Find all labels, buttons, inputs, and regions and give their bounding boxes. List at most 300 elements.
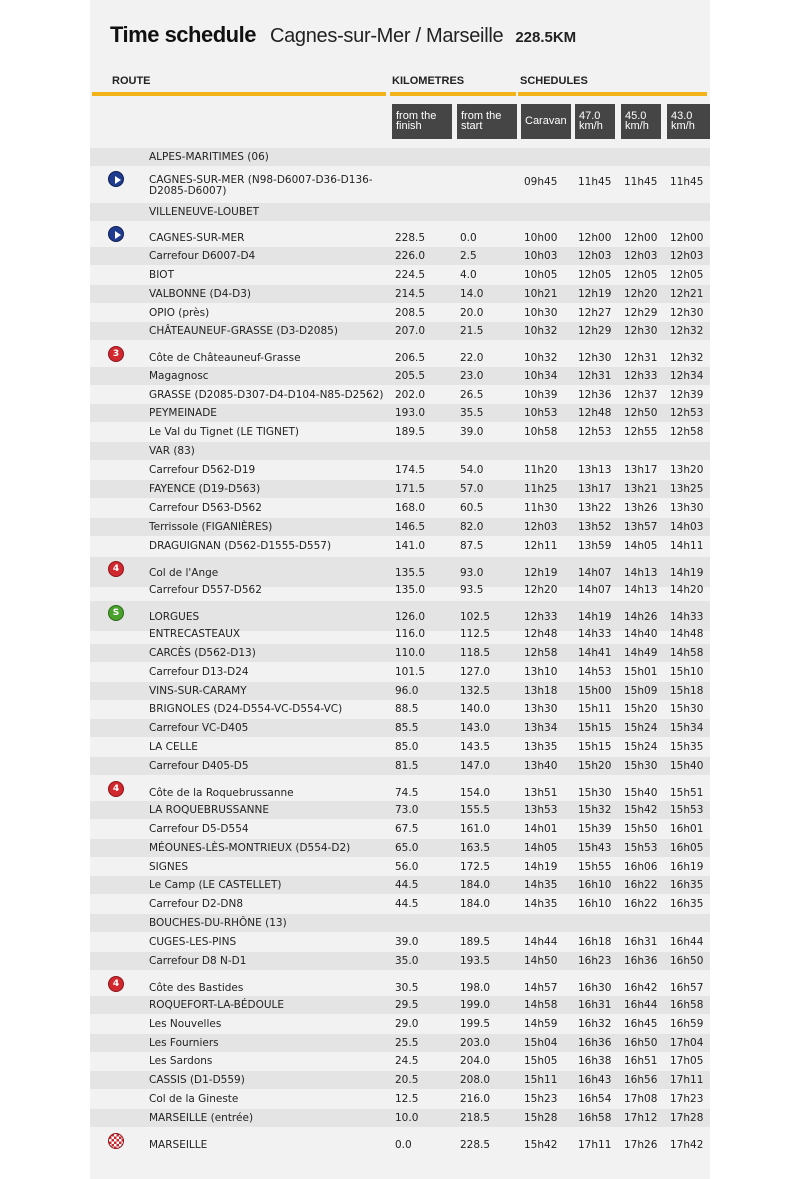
row-km-from-start: 203.0	[460, 1037, 491, 1049]
row-time-43: 16h57	[670, 982, 704, 994]
row-time-47: 13h52	[578, 521, 612, 533]
row-time-43: 14h58	[670, 647, 704, 659]
row-caravan-time: 13h35	[524, 741, 558, 753]
row-time-47: 16h54	[578, 1093, 612, 1105]
row-time-47: 15h39	[578, 823, 612, 835]
row-time-45: 12h00	[624, 232, 658, 244]
row-caravan-time: 10h39	[524, 389, 558, 401]
table-row	[90, 876, 710, 894]
row-place-name: VALBONNE (D4-D3)	[149, 288, 252, 300]
row-caravan-time: 10h30	[524, 307, 558, 319]
row-place-name: Carrefour D562-D19	[149, 464, 256, 476]
row-caravan-time: 15h04	[524, 1037, 558, 1049]
route-name: Cagnes-sur-Mer / Marseille	[269, 25, 504, 47]
finish-icon	[108, 1133, 124, 1149]
row-time-45: 15h24	[624, 722, 658, 734]
row-time-47: 14h53	[578, 666, 612, 678]
row-km-from-start: 184.0	[460, 898, 491, 910]
row-time-47: 11h45	[578, 176, 612, 188]
table-row	[90, 1109, 710, 1127]
row-km-from-start: 189.5	[460, 936, 491, 948]
row-time-45: 16h50	[624, 1037, 658, 1049]
row-place-name: Carrefour D557-D562	[149, 584, 262, 596]
row-km-from-start: 154.0	[460, 787, 491, 799]
row-km-from-finish: 214.5	[395, 288, 426, 300]
row-time-47: 12h03	[578, 250, 612, 262]
row-place-name: CARCÈS (D562-D13)	[149, 647, 256, 659]
table-row	[90, 625, 710, 643]
row-time-43: 16h35	[670, 879, 704, 891]
row-time-47: 14h07	[578, 584, 612, 596]
row-caravan-time: 15h11	[524, 1074, 558, 1086]
row-km-from-finish: 20.5	[395, 1074, 419, 1086]
row-place-name: Côte de Châteauneuf-Grasse	[149, 352, 301, 364]
row-time-45: 15h50	[624, 823, 658, 835]
table-row	[90, 247, 710, 265]
row-caravan-time: 12h33	[524, 611, 558, 623]
row-time-45: 13h57	[624, 521, 658, 533]
row-caravan-time: 14h50	[524, 955, 558, 967]
row-caravan-time: 11h20	[524, 464, 558, 476]
row-time-47: 16h32	[578, 1018, 612, 1030]
row-km-from-finish: 96.0	[395, 685, 419, 697]
title-bar	[110, 22, 576, 52]
row-time-43: 15h10	[670, 666, 704, 678]
row-km-from-finish: 135.5	[395, 567, 426, 579]
row-time-43: 14h03	[670, 521, 704, 533]
row-km-from-start: 93.0	[460, 567, 484, 579]
table-row	[90, 757, 710, 775]
row-time-47: 15h43	[578, 842, 612, 854]
table-row	[90, 203, 710, 221]
row-place-name: GRASSE (D2085-D307-D4-D104-N85-D2562)	[149, 389, 384, 401]
row-time-45: 15h24	[624, 741, 658, 753]
row-caravan-time: 12h58	[524, 647, 558, 659]
from-start-header: from the start	[457, 104, 517, 139]
row-time-47: 14h33	[578, 628, 612, 640]
row-caravan-time: 13h30	[524, 703, 558, 715]
row-km-from-start: 172.5	[460, 861, 491, 873]
row-time-45: 14h49	[624, 647, 658, 659]
row-km-from-start: 127.0	[460, 666, 491, 678]
table-row	[90, 895, 710, 913]
row-km-from-finish: 67.5	[395, 823, 419, 835]
row-km-from-finish: 29.0	[395, 1018, 419, 1030]
table-row	[90, 537, 710, 555]
row-km-from-start: 102.5	[460, 611, 491, 623]
row-place-name: MÉOUNES-LÈS-MONTRIEUX (D554-D2)	[149, 842, 351, 854]
row-place-name: DRAGUIGNAN (D562-D1555-D557)	[149, 540, 332, 552]
row-caravan-time: 12h03	[524, 521, 558, 533]
row-time-45: 12h37	[624, 389, 658, 401]
row-km-from-finish: 81.5	[395, 760, 419, 772]
row-caravan-time: 13h40	[524, 760, 558, 772]
row-km-from-finish: 205.5	[395, 370, 426, 382]
row-time-47: 12h05	[578, 269, 612, 281]
row-time-47: 12h31	[578, 370, 612, 382]
row-time-45: 12h03	[624, 250, 658, 262]
row-km-from-start: 14.0	[460, 288, 484, 300]
table-row	[90, 304, 710, 322]
climb-icon: 4	[108, 976, 124, 992]
row-caravan-time: 14h58	[524, 999, 558, 1011]
table-row	[90, 663, 710, 681]
row-km-from-start: 93.5	[460, 584, 484, 596]
row-km-from-start: 163.5	[460, 842, 491, 854]
row-time-47: 15h32	[578, 804, 612, 816]
row-km-from-start: 118.5	[460, 647, 491, 659]
row-caravan-time: 13h51	[524, 787, 558, 799]
row-place-name: Carrefour D563-D562	[149, 502, 262, 514]
speed-47-header: 47.0 km/h	[575, 104, 615, 139]
schedule-page	[90, 0, 710, 1179]
row-km-from-finish: 85.5	[395, 722, 419, 734]
row-time-45: 16h45	[624, 1018, 658, 1030]
row-time-43: 15h34	[670, 722, 704, 734]
table-row	[90, 1052, 710, 1070]
table-row	[90, 1071, 710, 1089]
row-time-47: 13h59	[578, 540, 612, 552]
row-time-45: 15h09	[624, 685, 658, 697]
row-place-name: Carrefour VC-D405	[149, 722, 249, 734]
row-km-from-finish: 189.5	[395, 426, 426, 438]
row-km-from-start: 35.5	[460, 407, 484, 419]
row-place-name: Terrissole (FIGANIÈRES)	[149, 521, 273, 533]
row-time-43: 12h30	[670, 307, 704, 319]
row-place-name: Col de la Gineste	[149, 1093, 239, 1105]
row-time-43: 16h19	[670, 861, 704, 873]
row-place-name: Carrefour D6007-D4	[149, 250, 256, 262]
row-time-43: 17h23	[670, 1093, 704, 1105]
row-km-from-start: 22.0	[460, 352, 484, 364]
row-km-from-start: 228.5	[460, 1139, 491, 1151]
row-caravan-time: 12h19	[524, 567, 558, 579]
row-time-45: 16h44	[624, 999, 658, 1011]
row-km-from-finish: 44.5	[395, 879, 419, 891]
page-title: Time schedule	[110, 22, 256, 47]
row-time-45: 16h36	[624, 955, 658, 967]
row-km-from-start: 87.5	[460, 540, 484, 552]
row-time-43: 12h34	[670, 370, 704, 382]
row-caravan-time: 13h34	[524, 722, 558, 734]
row-time-43: 17h05	[670, 1055, 704, 1067]
row-km-from-finish: 171.5	[395, 483, 426, 495]
route-column-heading: ROUTE	[112, 75, 151, 87]
row-km-from-finish: 30.5	[395, 982, 419, 994]
climb-icon: 4	[108, 561, 124, 577]
table-row	[90, 480, 710, 498]
row-time-47: 14h19	[578, 611, 612, 623]
row-km-from-start: 2.5	[460, 250, 477, 262]
row-time-45: 14h26	[624, 611, 658, 623]
row-time-47: 13h13	[578, 464, 612, 476]
row-caravan-time: 09h45	[524, 176, 558, 188]
row-place-name: VILLENEUVE-LOUBET	[149, 206, 260, 218]
row-place-name: Le Val du Tignet (LE TIGNET)	[149, 426, 299, 438]
row-time-45: 15h42	[624, 804, 658, 816]
row-caravan-time: 13h10	[524, 666, 558, 678]
row-caravan-time: 10h05	[524, 269, 558, 281]
row-km-from-finish: 168.0	[395, 502, 426, 514]
row-caravan-time: 11h30	[524, 502, 558, 514]
row-km-from-finish: 24.5	[395, 1055, 419, 1067]
row-place-name: VAR (83)	[149, 445, 195, 457]
row-time-45: 17h26	[624, 1139, 658, 1151]
row-km-from-start: 26.5	[460, 389, 484, 401]
start-icon	[108, 171, 124, 187]
row-caravan-time: 13h53	[524, 804, 558, 816]
table-row	[90, 996, 710, 1014]
row-km-from-finish: 0.0	[395, 1139, 412, 1151]
table-row	[90, 148, 710, 166]
row-time-47: 14h07	[578, 567, 612, 579]
row-km-from-start: 199.5	[460, 1018, 491, 1030]
row-km-from-start: 60.5	[460, 502, 484, 514]
row-time-45: 12h31	[624, 352, 658, 364]
row-caravan-time: 14h19	[524, 861, 558, 873]
table-row	[90, 682, 710, 700]
row-time-47: 15h11	[578, 703, 612, 715]
row-place-name: BRIGNOLES (D24-D554-VC-D554-VC)	[149, 703, 343, 715]
schedules-header-rule	[518, 92, 707, 96]
table-row	[90, 1129, 710, 1159]
row-km-from-finish: 141.0	[395, 540, 426, 552]
row-time-43: 16h59	[670, 1018, 704, 1030]
row-caravan-time: 12h48	[524, 628, 558, 640]
row-km-from-start: 57.0	[460, 483, 484, 495]
row-place-name: SIGNES	[149, 861, 189, 873]
row-time-43: 16h50	[670, 955, 704, 967]
climb-icon: 4	[108, 781, 124, 797]
row-km-from-start: 147.0	[460, 760, 491, 772]
row-place-name: MARSEILLE	[149, 1139, 208, 1151]
row-place-name: FAYENCE (D19-D563)	[149, 483, 261, 495]
row-time-47: 12h30	[578, 352, 612, 364]
row-time-43: 12h21	[670, 288, 704, 300]
row-time-47: 15h30	[578, 787, 612, 799]
table-row	[90, 858, 710, 876]
row-place-name: Les Sardons	[149, 1055, 213, 1067]
row-km-from-finish: 135.0	[395, 584, 426, 596]
row-time-43: 15h51	[670, 787, 704, 799]
row-time-43: 13h25	[670, 483, 704, 495]
row-km-from-start: 23.0	[460, 370, 484, 382]
row-time-45: 14h05	[624, 540, 658, 552]
row-km-from-finish: 56.0	[395, 861, 419, 873]
row-time-43: 12h03	[670, 250, 704, 262]
row-time-45: 16h22	[624, 879, 658, 891]
row-km-from-start: 0.0	[460, 232, 477, 244]
row-time-47: 16h23	[578, 955, 612, 967]
row-caravan-time: 11h25	[524, 483, 558, 495]
row-time-43: 12h53	[670, 407, 704, 419]
row-time-43: 16h58	[670, 999, 704, 1011]
row-place-name: ALPES-MARITIMES (06)	[149, 151, 269, 163]
row-km-from-start: 20.0	[460, 307, 484, 319]
row-km-from-start: 140.0	[460, 703, 491, 715]
row-time-47: 12h29	[578, 325, 612, 337]
climb-icon: 3	[108, 346, 124, 362]
row-time-45: 16h42	[624, 982, 658, 994]
row-caravan-time: 15h42	[524, 1139, 558, 1151]
row-time-43: 15h35	[670, 741, 704, 753]
row-km-from-start: 184.0	[460, 879, 491, 891]
table-row	[90, 461, 710, 479]
row-caravan-time: 12h11	[524, 540, 558, 552]
row-time-45: 13h26	[624, 502, 658, 514]
row-km-from-finish: 74.5	[395, 787, 419, 799]
row-time-47: 15h55	[578, 861, 612, 873]
row-time-45: 16h22	[624, 898, 658, 910]
row-place-name: CAGNES-SUR-MER	[149, 232, 245, 244]
row-time-45: 12h30	[624, 325, 658, 337]
row-caravan-time: 10h21	[524, 288, 558, 300]
row-time-45: 12h20	[624, 288, 658, 300]
row-caravan-time: 15h05	[524, 1055, 558, 1067]
row-km-from-finish: 88.5	[395, 703, 419, 715]
row-time-45: 15h30	[624, 760, 658, 772]
row-caravan-time: 13h18	[524, 685, 558, 697]
table-row	[90, 423, 710, 441]
row-time-45: 12h29	[624, 307, 658, 319]
row-km-from-finish: 116.0	[395, 628, 426, 640]
row-km-from-finish: 207.0	[395, 325, 426, 337]
row-time-43: 13h30	[670, 502, 704, 514]
kilometres-column-heading: KILOMETRES	[392, 75, 465, 87]
row-place-name: Carrefour D405-D5	[149, 760, 249, 772]
row-place-name: ENTRECASTEAUX	[149, 628, 241, 640]
table-row	[90, 266, 710, 284]
row-time-43: 14h20	[670, 584, 704, 596]
row-place-name: Les Fourniers	[149, 1037, 219, 1049]
row-time-43: 12h00	[670, 232, 704, 244]
row-km-from-start: 193.5	[460, 955, 491, 967]
row-caravan-time: 15h23	[524, 1093, 558, 1105]
row-time-47: 16h31	[578, 999, 612, 1011]
table-row	[90, 820, 710, 838]
row-km-from-finish: 206.5	[395, 352, 426, 364]
row-time-47: 16h10	[578, 898, 612, 910]
row-km-from-start: 112.5	[460, 628, 491, 640]
table-row	[90, 839, 710, 857]
row-km-from-finish: 193.0	[395, 407, 426, 419]
row-time-43: 12h58	[670, 426, 704, 438]
row-time-45: 15h01	[624, 666, 658, 678]
table-row	[90, 644, 710, 662]
row-caravan-time: 12h20	[524, 584, 558, 596]
row-time-45: 16h51	[624, 1055, 658, 1067]
row-time-47: 16h38	[578, 1055, 612, 1067]
row-time-47: 15h20	[578, 760, 612, 772]
row-km-from-start: 198.0	[460, 982, 491, 994]
row-place-name: Les Nouvelles	[149, 1018, 222, 1030]
row-km-from-start: 155.5	[460, 804, 491, 816]
row-time-45: 16h56	[624, 1074, 658, 1086]
row-time-43: 12h39	[670, 389, 704, 401]
row-caravan-time: 14h35	[524, 898, 558, 910]
row-km-from-finish: 29.5	[395, 999, 419, 1011]
row-caravan-time: 10h58	[524, 426, 558, 438]
row-km-from-finish: 228.5	[395, 232, 426, 244]
row-km-from-start: 143.5	[460, 741, 491, 753]
row-time-47: 16h30	[578, 982, 612, 994]
row-km-from-finish: 12.5	[395, 1093, 419, 1105]
row-km-from-finish: 146.5	[395, 521, 426, 533]
row-time-47: 16h10	[578, 879, 612, 891]
table-row	[90, 499, 710, 517]
row-place-name: Le Camp (LE CASTELLET)	[149, 879, 282, 891]
table-row	[90, 801, 710, 819]
row-km-from-finish: 73.0	[395, 804, 419, 816]
row-time-47: 13h22	[578, 502, 612, 514]
row-time-45: 14h13	[624, 567, 658, 579]
row-km-from-finish: 110.0	[395, 647, 426, 659]
row-time-45: 12h55	[624, 426, 658, 438]
row-time-45: 15h20	[624, 703, 658, 715]
row-place-name: CAGNES-SUR-MER (N98-D6007-D36-D136-D2085-D6007)	[149, 174, 373, 197]
row-km-from-start: 161.0	[460, 823, 491, 835]
row-place-name: LA CELLE	[149, 741, 198, 753]
row-km-from-finish: 35.0	[395, 955, 419, 967]
row-time-43: 12h05	[670, 269, 704, 281]
row-time-45: 11h45	[624, 176, 658, 188]
table-row	[90, 1090, 710, 1108]
table-row	[90, 442, 710, 460]
row-time-47: 16h58	[578, 1112, 612, 1124]
row-km-from-start: 54.0	[460, 464, 484, 476]
table-row	[90, 952, 710, 970]
start-icon	[108, 226, 124, 242]
row-km-from-finish: 25.5	[395, 1037, 419, 1049]
row-caravan-time: 14h57	[524, 982, 558, 994]
row-place-name: LA ROQUEBRUSSANNE	[149, 804, 269, 816]
row-time-47: 12h00	[578, 232, 612, 244]
row-time-43: 16h01	[670, 823, 704, 835]
row-time-47: 15h15	[578, 722, 612, 734]
from-finish-header: from the finish	[392, 104, 452, 139]
row-caravan-time: 10h00	[524, 232, 558, 244]
row-caravan-time: 10h34	[524, 370, 558, 382]
row-place-name: Carrefour D13-D24	[149, 666, 249, 678]
row-caravan-time: 14h35	[524, 879, 558, 891]
row-place-name: Magagnosc	[149, 370, 209, 382]
row-place-name: Carrefour D5-D554	[149, 823, 249, 835]
row-time-43: 14h11	[670, 540, 704, 552]
row-place-name: ROQUEFORT-LA-BÉDOULE	[149, 999, 285, 1011]
row-km-from-start: 82.0	[460, 521, 484, 533]
row-km-from-start: 216.0	[460, 1093, 491, 1105]
row-time-43: 14h19	[670, 567, 704, 579]
row-time-47: 16h36	[578, 1037, 612, 1049]
speed-43-header: 43.0 km/h	[667, 104, 710, 139]
row-time-43: 13h20	[670, 464, 704, 476]
row-place-name: Carrefour D2-DN8	[149, 898, 244, 910]
row-km-from-finish: 224.5	[395, 269, 426, 281]
table-row	[90, 738, 710, 756]
row-time-45: 15h40	[624, 787, 658, 799]
row-time-43: 11h45	[670, 176, 704, 188]
row-time-43: 16h05	[670, 842, 704, 854]
row-time-43: 17h11	[670, 1074, 704, 1086]
row-place-name: PEYMEINADE	[149, 407, 217, 419]
row-km-from-start: 218.5	[460, 1112, 491, 1124]
row-km-from-finish: 174.5	[395, 464, 426, 476]
row-time-43: 15h53	[670, 804, 704, 816]
caravan-header: Caravan	[521, 104, 571, 139]
row-km-from-finish: 202.0	[395, 389, 426, 401]
row-caravan-time: 10h03	[524, 250, 558, 262]
row-time-45: 13h21	[624, 483, 658, 495]
